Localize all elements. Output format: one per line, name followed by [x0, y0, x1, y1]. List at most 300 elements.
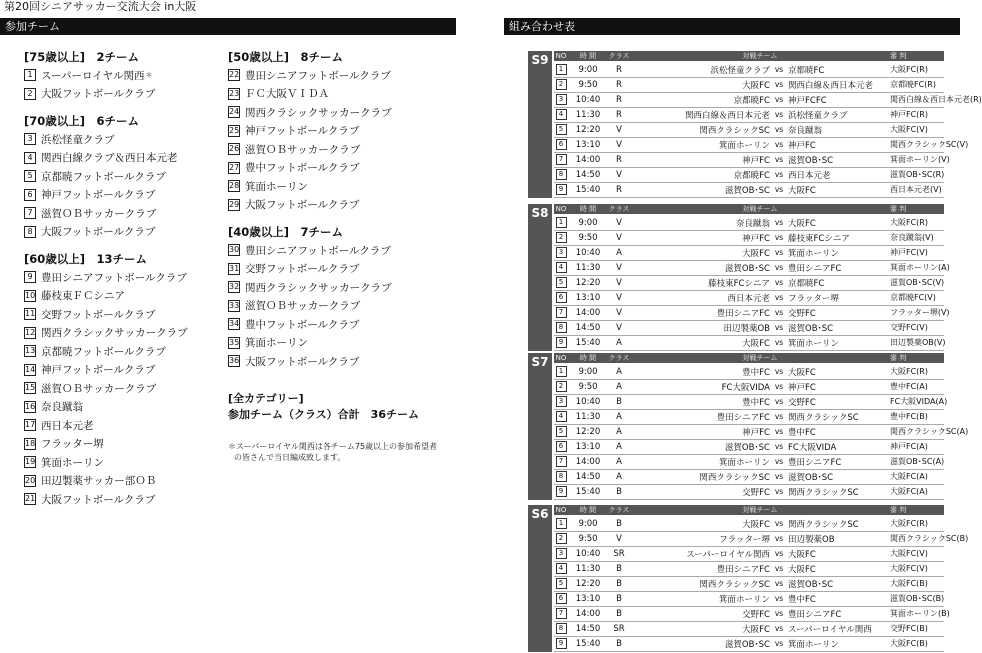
match-number: 9: [556, 486, 567, 497]
team-list-item: [228, 177, 458, 196]
referee: 大阪FC(R): [890, 218, 928, 227]
team-number: 12: [25, 327, 36, 337]
vs-label: vs: [774, 218, 784, 227]
match-class: V: [616, 124, 622, 135]
team-name: 大阪フットボールクラブ: [245, 199, 360, 212]
away-team: 滋賀OB･SC: [788, 323, 834, 334]
category-gap: [24, 103, 214, 112]
team-list-item: [228, 334, 458, 353]
home-team: 浜松怪童クラブ: [710, 65, 770, 76]
schedule-block: [528, 353, 969, 500]
match-class: A: [616, 441, 622, 452]
header-time: 時 間: [579, 52, 597, 60]
schedule-column-header: [554, 353, 944, 363]
participants-header: 参加チーム: [0, 18, 456, 35]
match-class: V: [616, 232, 622, 243]
schedule-column-header: [554, 51, 944, 61]
home-team: 交野FC: [742, 487, 770, 498]
home-team: 滋賀OB･SC: [724, 639, 770, 650]
match-row: [554, 152, 950, 168]
vs-label: vs: [774, 338, 784, 347]
referee: 西日本元老(V): [890, 185, 942, 194]
header-no: NO: [555, 354, 567, 362]
vs-label: vs: [774, 293, 784, 302]
home-team: 関西白線＆西日本元老: [684, 110, 770, 121]
match-row: [554, 531, 969, 547]
team-list-item: [228, 122, 458, 141]
team-number: 8: [24, 226, 36, 238]
match-time: 14:50: [575, 471, 601, 482]
team-list-item: [24, 268, 214, 287]
match-number: 3: [556, 94, 567, 105]
match-time: 13:10: [575, 441, 601, 452]
match-row: [554, 275, 944, 291]
team-number: 23: [229, 88, 240, 98]
header-time: 時 間: [579, 205, 597, 213]
referee: 田辺製薬OB(V): [890, 338, 946, 347]
match-class: V: [616, 217, 622, 228]
match-number: 7: [556, 456, 567, 467]
schedule-block: [528, 51, 982, 198]
match-no-cell: [554, 518, 568, 529]
schedule-block: [528, 204, 950, 351]
team-name: 関西クラシックサッカークラブ: [245, 281, 392, 294]
match-no-cell: [554, 94, 568, 105]
team-list-item: [228, 140, 458, 159]
summary-line-2: 参加チーム（クラス）合計 36チーム: [228, 407, 419, 421]
header-ref: 審 判: [890, 506, 907, 514]
match-class: B: [616, 578, 622, 589]
match-row: [554, 394, 948, 410]
home-team: 関西クラシックSC: [699, 579, 770, 590]
team-list-item: [228, 352, 458, 371]
match-row: [554, 439, 944, 455]
team-number: 5: [24, 170, 36, 182]
header-no: NO: [555, 506, 567, 514]
match-class: V: [616, 277, 622, 288]
match-no-cell: [554, 124, 568, 135]
team-list-item: [24, 66, 214, 85]
referee: 大阪FC(V): [890, 564, 928, 573]
match-no-cell: [554, 109, 568, 120]
team-number: 26: [229, 144, 240, 154]
match-number: 8: [556, 623, 567, 634]
team-list-item: [228, 66, 458, 85]
match-time: 14:00: [575, 608, 601, 619]
match-time: 12:20: [575, 124, 601, 135]
match-class: V: [616, 307, 622, 318]
team-list-item: [24, 472, 214, 491]
away-team: 滋賀OB･SC: [788, 579, 834, 590]
schedule-section-label: S7: [528, 353, 552, 500]
away-team: 大阪FC: [788, 367, 816, 378]
away-team: 箕面ホーリン: [788, 248, 840, 259]
home-team: 藤枝東FCシニア: [708, 278, 770, 289]
team-list-item: [24, 167, 214, 186]
header-ref: 審 判: [890, 205, 907, 213]
match-class: V: [616, 262, 622, 273]
match-class: R: [616, 79, 622, 90]
match-number: 1: [556, 217, 567, 228]
match-no-cell: [554, 232, 568, 243]
vs-label: vs: [774, 382, 784, 391]
home-team: 箕面ホーリン: [718, 140, 770, 151]
team-name: ＦＣ大阪ＶＩＤＡ: [245, 88, 329, 101]
match-number: 2: [556, 533, 567, 544]
away-team: 豊田シニアFC: [788, 609, 842, 620]
away-team: 大阪FC: [788, 218, 816, 229]
team-number: 18: [25, 438, 36, 448]
schedule-column-header: [554, 505, 944, 515]
match-class: A: [616, 247, 622, 258]
match-row: [554, 260, 950, 276]
match-row: [554, 424, 969, 440]
match-time: 9:00: [578, 366, 598, 377]
referee: 大阪FC(R): [890, 519, 928, 528]
referee: フラッター堺(V): [890, 308, 950, 317]
team-list-item: [24, 324, 214, 343]
team-list-item: [24, 305, 214, 324]
match-number: 2: [556, 232, 567, 243]
match-no-cell: [554, 563, 568, 574]
match-class: A: [616, 337, 622, 348]
match-no-cell: [554, 426, 568, 437]
referee: 神戸FC(V): [890, 248, 928, 257]
match-no-cell: [554, 79, 568, 90]
header-match: 対戦チーム: [742, 354, 778, 362]
away-team: 浜松怪童クラブ: [788, 110, 848, 121]
vs-label: vs: [774, 278, 784, 287]
home-team: 滋賀OB･SC: [724, 442, 770, 453]
team-name: 神戸フットボールクラブ: [41, 189, 156, 202]
vs-label: vs: [774, 549, 784, 558]
home-team: 京都暁FC: [733, 170, 770, 181]
team-number: 4: [24, 152, 36, 164]
referee: 神戸FC(R): [890, 110, 928, 119]
away-team: 豊中FC: [788, 594, 816, 605]
away-team: 京都暁FC: [788, 65, 825, 76]
away-team: 神戸FC: [788, 140, 816, 151]
referee: FC大阪VIDA(A): [890, 397, 948, 406]
team-name: 豊田シニアフットボールクラブ: [245, 244, 391, 257]
home-team: 奈良蹴翁: [735, 218, 770, 229]
match-class: B: [616, 518, 622, 529]
home-team: 箕面ホーリン: [718, 594, 770, 605]
team-name: 豊田シニアフットボールクラブ: [41, 271, 187, 284]
match-time: 13:10: [575, 139, 601, 150]
team-name: 大阪フットボールクラブ: [41, 493, 156, 506]
match-number: 7: [556, 307, 567, 318]
team-number: 20: [25, 475, 36, 485]
match-time: 10:40: [575, 94, 601, 105]
match-number: 8: [556, 322, 567, 333]
match-no-cell: [554, 217, 568, 228]
match-class: V: [616, 533, 622, 544]
vs-label: vs: [774, 233, 784, 242]
team-list-item: [24, 416, 214, 435]
vs-label: vs: [774, 185, 784, 194]
match-time: 9:50: [578, 232, 598, 243]
match-number: 1: [556, 64, 567, 75]
match-class: B: [616, 396, 622, 407]
match-no-cell: [554, 608, 568, 619]
team-list-item: [228, 278, 458, 297]
match-row: [554, 546, 944, 562]
referee: 大阪FC(B): [890, 639, 928, 648]
match-number: 7: [556, 154, 567, 165]
vs-label: vs: [774, 579, 784, 588]
team-name: 滋賀ＯＢサッカークラブ: [245, 143, 361, 156]
referee: 豊中FC(A): [890, 382, 928, 391]
team-list-item: [24, 435, 214, 454]
match-number: 5: [556, 277, 567, 288]
vs-label: vs: [774, 140, 784, 149]
referee: 滋賀OB･SC(V): [890, 278, 945, 287]
header-time: 時 間: [579, 354, 597, 362]
match-no-cell: [554, 169, 568, 180]
match-class: R: [616, 109, 622, 120]
match-no-cell: [554, 623, 568, 634]
category-gap: [24, 241, 214, 250]
match-class: SR: [613, 548, 625, 559]
team-number: 24: [229, 107, 240, 117]
vs-label: vs: [774, 609, 784, 618]
match-number: 7: [556, 608, 567, 619]
match-number: 5: [556, 426, 567, 437]
referee: 大阪FC(A): [890, 487, 928, 496]
match-no-cell: [554, 292, 568, 303]
team-number: 10: [25, 290, 36, 300]
away-team: 箕面ホーリン: [788, 338, 840, 349]
team-number: 27: [229, 162, 240, 172]
vs-label: vs: [774, 487, 784, 496]
match-row: [554, 62, 944, 78]
referee: 大阪FC(R): [890, 65, 928, 74]
match-row: [554, 167, 944, 183]
team-name: 箕面ホーリン: [245, 180, 308, 193]
participants-column-2-categories: [228, 48, 458, 371]
match-class: R: [616, 94, 622, 105]
team-name: 滋賀ＯＢサッカークラブ: [245, 300, 361, 313]
vs-label: vs: [774, 367, 784, 376]
referee: 交野FC(V): [890, 323, 928, 332]
match-number: 6: [556, 139, 567, 150]
vs-label: vs: [774, 457, 784, 466]
team-name: 関西クラシックサッカークラブ: [245, 106, 392, 119]
team-number: 9: [24, 271, 36, 283]
match-no-cell: [554, 381, 568, 392]
footnote-line-2: の皆さんで当日編成致します。: [234, 452, 346, 462]
match-number: 4: [556, 411, 567, 422]
away-team: 豊田シニアFC: [788, 457, 842, 468]
match-no-cell: [554, 441, 568, 452]
referee: 大阪FC(R): [890, 367, 928, 376]
vs-label: vs: [774, 125, 784, 134]
match-row: [554, 77, 944, 93]
match-time: 9:00: [578, 64, 598, 75]
match-no-cell: [554, 262, 568, 273]
team-list-item: [228, 85, 458, 104]
team-number: 11: [25, 309, 36, 319]
document-title: 第20回シニアサッカー交流大会 in大阪: [4, 0, 197, 13]
category-heading: [40歳以上] 7チーム: [228, 225, 344, 239]
away-team: フラッター堺: [788, 293, 839, 304]
referee: 関西クラシックSC(B): [890, 534, 969, 543]
team-list-item: [24, 85, 214, 104]
header-match: 対戦チーム: [742, 205, 778, 213]
team-number: 36: [229, 356, 240, 366]
match-time: 14:50: [575, 322, 601, 333]
home-team: 神戸FC: [742, 427, 770, 438]
home-team: 関西クラシックSC: [699, 472, 770, 483]
match-class: SR: [613, 623, 625, 634]
match-no-cell: [554, 396, 568, 407]
team-number: 33: [229, 300, 240, 310]
team-number: 17: [25, 420, 36, 430]
home-team: 大阪FC: [742, 80, 770, 91]
header-time: 時 間: [579, 506, 597, 514]
header-cls: クラス: [608, 205, 630, 213]
footnote: [228, 441, 458, 463]
match-number: 9: [556, 184, 567, 195]
match-number: 4: [556, 262, 567, 273]
match-row: [554, 245, 944, 261]
team-number: 28: [229, 181, 240, 191]
team-list-item: [24, 223, 214, 242]
match-class: A: [616, 471, 622, 482]
team-list-item: [24, 130, 214, 149]
match-time: 11:30: [575, 262, 601, 273]
schedule-column-header: [554, 204, 944, 214]
away-team: 藤枝東FCシニア: [788, 233, 850, 244]
away-team: 大阪FC: [788, 185, 816, 196]
home-team: 神戸FC: [742, 155, 770, 166]
referee: 関西クラシックSC(A): [890, 427, 969, 436]
match-time: 14:00: [575, 154, 601, 165]
match-no-cell: [554, 638, 568, 649]
header-match: 対戦チーム: [742, 52, 778, 60]
referee: 関西白線＆西日本元老(R): [890, 95, 982, 104]
match-class: R: [616, 154, 622, 165]
home-team: 大阪FC: [742, 248, 770, 259]
referee: 大阪FC(V): [890, 549, 928, 558]
header-match: 対戦チーム: [742, 506, 778, 514]
team-list-item: [228, 241, 458, 260]
schedule-block: [528, 505, 969, 652]
team-list-item: [24, 453, 214, 472]
match-row: [554, 290, 944, 306]
home-team: 関西クラシックSC: [699, 125, 770, 136]
team-number: 30: [229, 245, 240, 255]
match-row: [554, 379, 944, 395]
vs-label: vs: [774, 472, 784, 481]
team-name: 浜松怪童クラブ: [41, 133, 115, 146]
category-heading: [70歳以上] 6チーム: [24, 114, 140, 128]
referee: 滋賀OB･SC(B): [890, 594, 945, 603]
match-class: B: [616, 486, 622, 497]
match-time: 12:20: [575, 277, 601, 288]
away-team: 関西クラシックSC: [788, 519, 859, 530]
team-number: 25: [229, 125, 240, 135]
vs-label: vs: [774, 564, 784, 573]
home-team: 京都暁FC: [733, 95, 770, 106]
match-time: 11:30: [575, 109, 601, 120]
match-row: [554, 107, 944, 123]
summary-line-1: [全カテゴリー]: [228, 391, 304, 405]
match-no-cell: [554, 486, 568, 497]
header-no: NO: [555, 52, 567, 60]
team-name: フラッター堺: [41, 438, 104, 451]
team-number: 2: [24, 88, 36, 100]
away-team: 豊田シニアFC: [788, 263, 842, 274]
match-row: [554, 636, 944, 652]
team-name: 関西白線クラブ＆西日本元老: [41, 152, 178, 165]
team-number: 29: [229, 199, 240, 209]
referee: 京都暁FC(V): [890, 293, 936, 302]
away-team: 関西クラシックSC: [788, 412, 859, 423]
home-team: 豊中FC: [742, 397, 770, 408]
match-row: [554, 320, 944, 336]
team-list-item: [24, 398, 214, 417]
match-number: 4: [556, 563, 567, 574]
team-number: 13: [25, 346, 36, 356]
team-list-item: [24, 379, 214, 398]
match-number: 6: [556, 593, 567, 604]
match-class: V: [616, 139, 622, 150]
match-time: 15:40: [575, 638, 601, 649]
match-no-cell: [554, 337, 568, 348]
team-list-item: [24, 287, 214, 306]
category-heading: [60歳以上] 13チーム: [24, 252, 148, 266]
match-no-cell: [554, 533, 568, 544]
vs-label: vs: [774, 519, 784, 528]
match-class: B: [616, 638, 622, 649]
match-time: 11:30: [575, 563, 601, 574]
team-name: 滋賀ＯＢサッカークラブ: [41, 207, 157, 220]
match-no-cell: [554, 548, 568, 559]
home-team: 豊田シニアFC: [716, 412, 770, 423]
team-list-item: [24, 342, 214, 361]
category-gap: [228, 214, 458, 223]
team-number: 1: [24, 69, 36, 81]
home-team: 豊中FC: [742, 367, 770, 378]
team-name: 神戸フットボールクラブ: [245, 125, 360, 138]
team-name: 滋賀ＯＢサッカークラブ: [41, 382, 157, 395]
vs-label: vs: [774, 534, 784, 543]
team-list-item: [228, 196, 458, 215]
away-team: 関西白線＆西日本元老: [788, 80, 874, 91]
away-team: 神戸FC: [788, 382, 816, 393]
referee: 奈良蹴翁(V): [890, 233, 934, 242]
category-heading: [50歳以上] 8チーム: [228, 50, 344, 64]
home-team: フラッター堺: [719, 534, 770, 545]
match-no-cell: [554, 578, 568, 589]
vs-label: vs: [774, 323, 784, 332]
footnote-line-1: ＊スーパーロイヤル関西は各チーム75歳以上の参加希望者: [228, 441, 438, 451]
team-number: 6: [24, 189, 36, 201]
team-name: 奈良蹴翁: [41, 401, 83, 414]
schedule-header-bar: 組み合わせ表: [504, 18, 960, 35]
match-no-cell: [554, 139, 568, 150]
match-row: [554, 215, 944, 231]
vs-label: vs: [774, 639, 784, 648]
summary: [228, 391, 458, 423]
team-number: 7: [24, 207, 36, 219]
team-name: 交野フットボールクラブ: [41, 308, 156, 321]
team-list-item: [228, 315, 458, 334]
match-row: [554, 621, 944, 637]
match-row: [554, 516, 944, 532]
